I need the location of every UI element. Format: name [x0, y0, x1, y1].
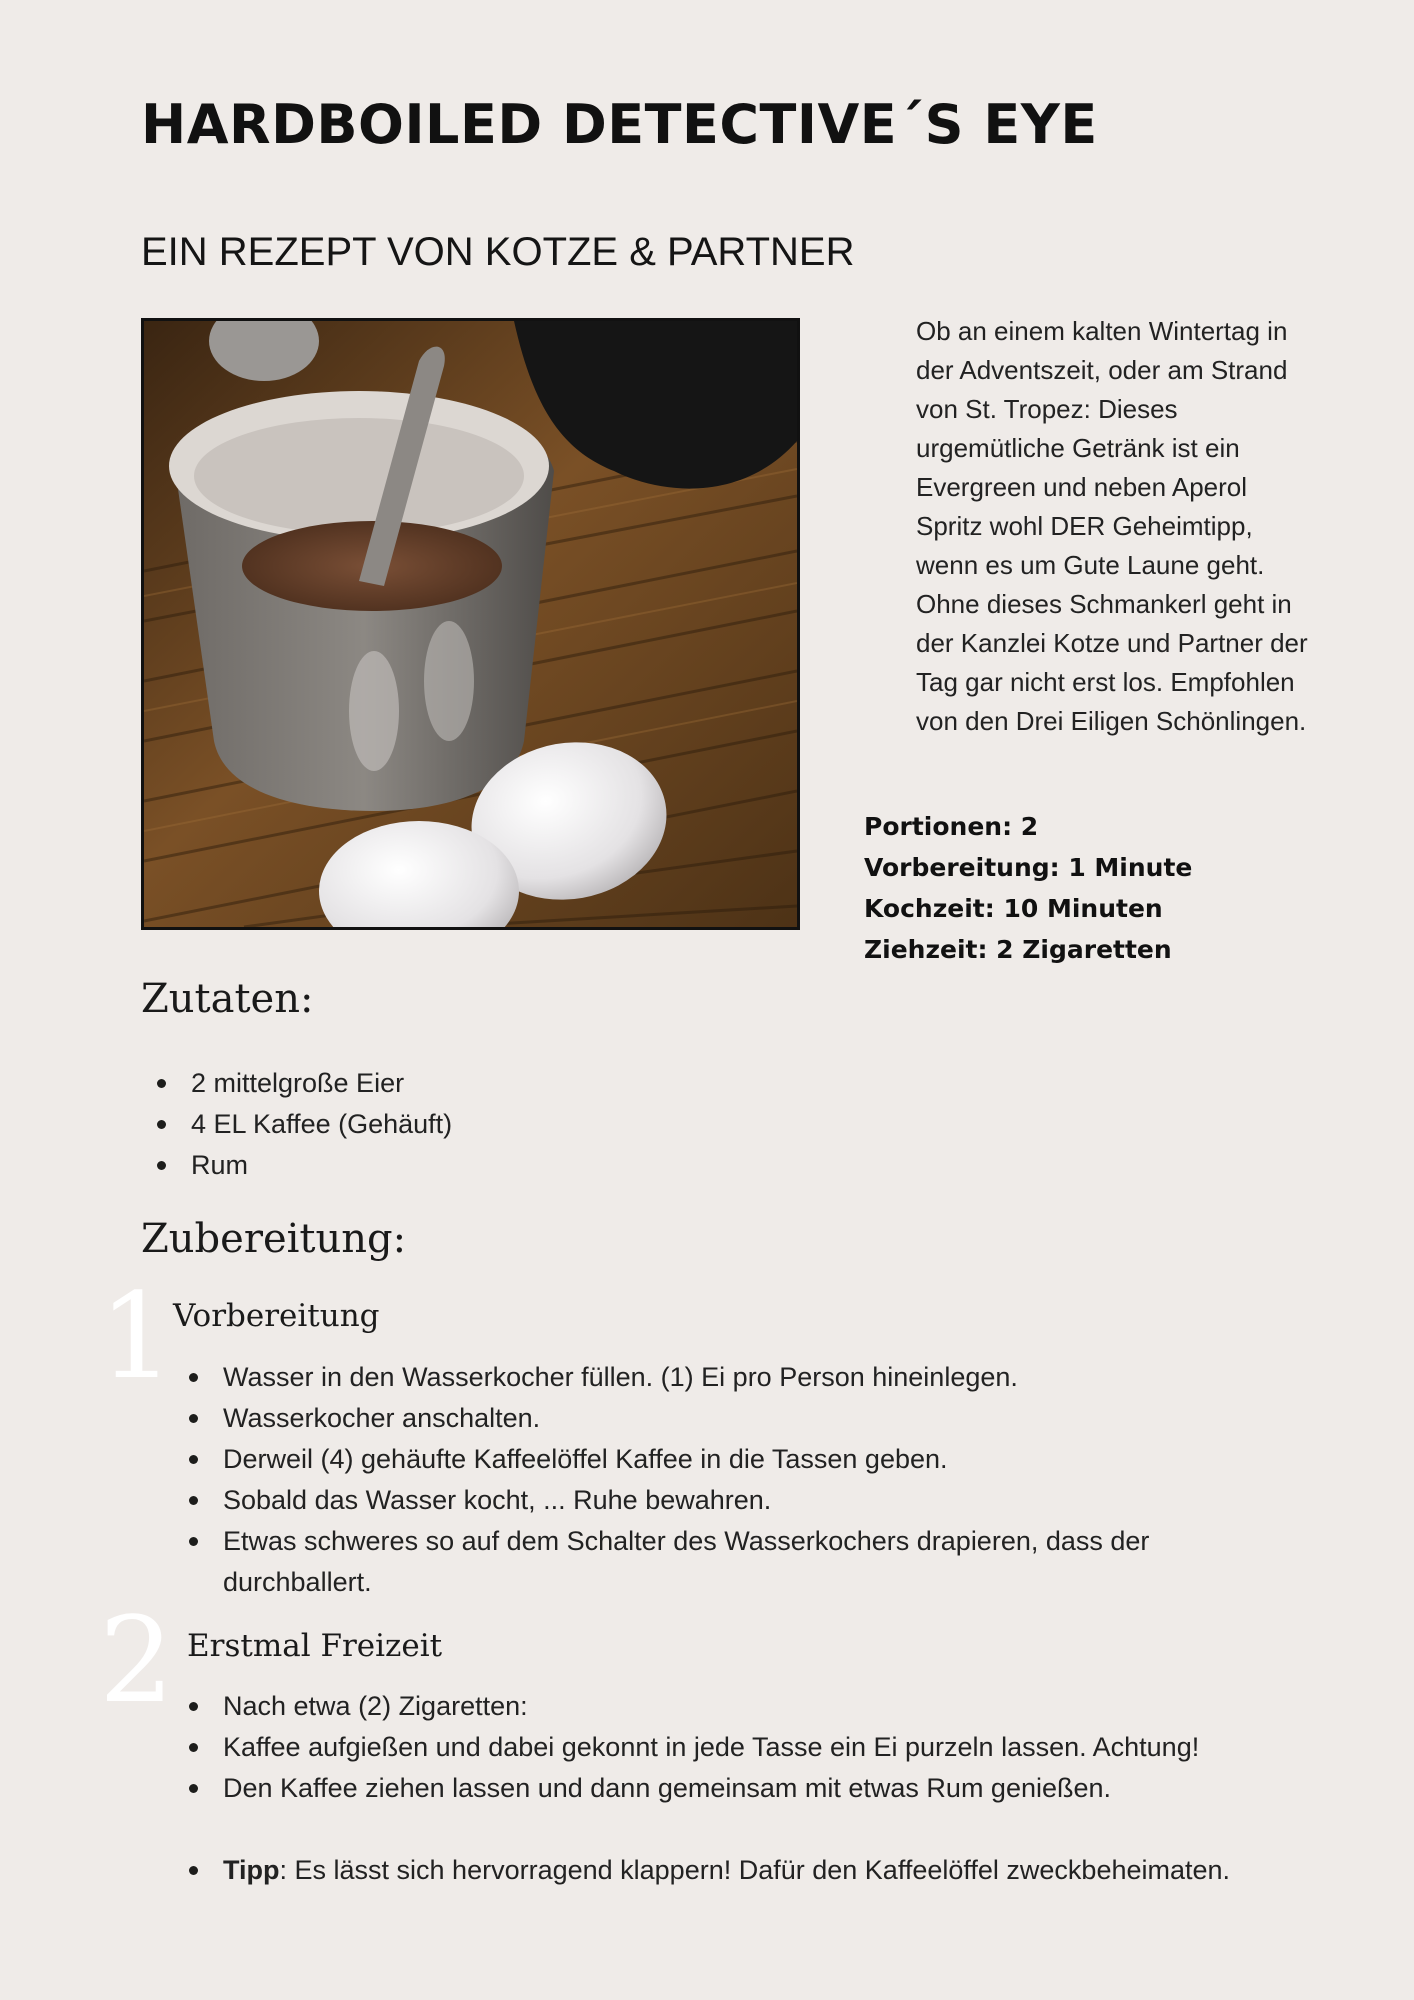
servings: Portionen: 2 [864, 812, 1039, 841]
cook-time: Kochzeit: 10 Minuten [864, 894, 1163, 923]
steep-time: Ziehzeit: 2 Zigaretten [864, 935, 1172, 964]
recipe-subtitle: EIN REZEPT VON KOTZE & PARTNER [141, 230, 855, 274]
prep-time: Vorbereitung: 1 Minute [864, 853, 1193, 882]
preparation-heading: Zubereitung: [141, 1216, 407, 1262]
list-item: Nach etwa (2) Zigaretten: [173, 1686, 1323, 1727]
recipe-facts [864, 806, 1192, 970]
recipe-photo [141, 318, 800, 930]
coffee-cup-with-eggs-image [144, 321, 797, 927]
tip-item [173, 1850, 1323, 1891]
step-title: Erstmal Freizeit [187, 1628, 443, 1664]
list-item: Sobald das Wasser kocht, ... Ruhe bewahren. [173, 1480, 1273, 1521]
list-item: Derweil (4) gehäufte Kaffeelöffel Kaffee in die Tassen geben. [173, 1439, 1273, 1480]
step-number: 2 [99, 1591, 175, 1729]
step-list [173, 1686, 1323, 1891]
list-item: 4 EL Kaffee (Gehäuft) [141, 1104, 841, 1145]
list-item: 2 mittelgroße Eier [141, 1063, 841, 1104]
ingredients-list [141, 1063, 841, 1186]
list-item: Rum [141, 1145, 841, 1186]
list-item: Kaffee aufgießen und dabei gekonnt in jede Tasse ein Ei purzeln lassen. Achtung! [173, 1727, 1323, 1768]
list-item: Wasser in den Wasserkocher füllen. (1) Ei pro Person hineinlegen. [173, 1357, 1273, 1398]
tip-text: : Es lässt sich hervorragend klappern! Dafür den Kaffeelöffel zweckbeheimaten. [279, 1855, 1231, 1885]
ingredients-heading: Zutaten: [141, 976, 314, 1022]
step-number: 1 [99, 1267, 175, 1405]
recipe-intro: Ob an einem kalten Wintertag in der Adventszeit, oder am Strand von St. Tropez: Dieses urgemütliche Getränk ist ein Evergreen und neben Aperol Spritz wohl DER Geheimtipp, wenn es um Gute Laune geht. Ohne dieses Schmankerl geht in der Kanzlei Kotze und Partner der Tag gar nicht erst los. Empfohlen von den Drei Eiligen Schönlingen. [916, 316, 1308, 736]
tip-label: Tipp [223, 1855, 280, 1885]
list-item: Wasserkocher anschalten. [173, 1398, 1273, 1439]
recipe-title: HARDBOILED DETECTIVE´S EYE [141, 93, 1098, 156]
step-title: Vorbereitung [173, 1298, 380, 1334]
list-item: Den Kaffee ziehen lassen und dann gemeinsam mit etwas Rum genießen. [173, 1768, 1323, 1809]
list-item: Etwas schweres so auf dem Schalter des Wasserkochers drapieren, dass der durchballert. [173, 1521, 1273, 1603]
step-list [173, 1357, 1273, 1603]
